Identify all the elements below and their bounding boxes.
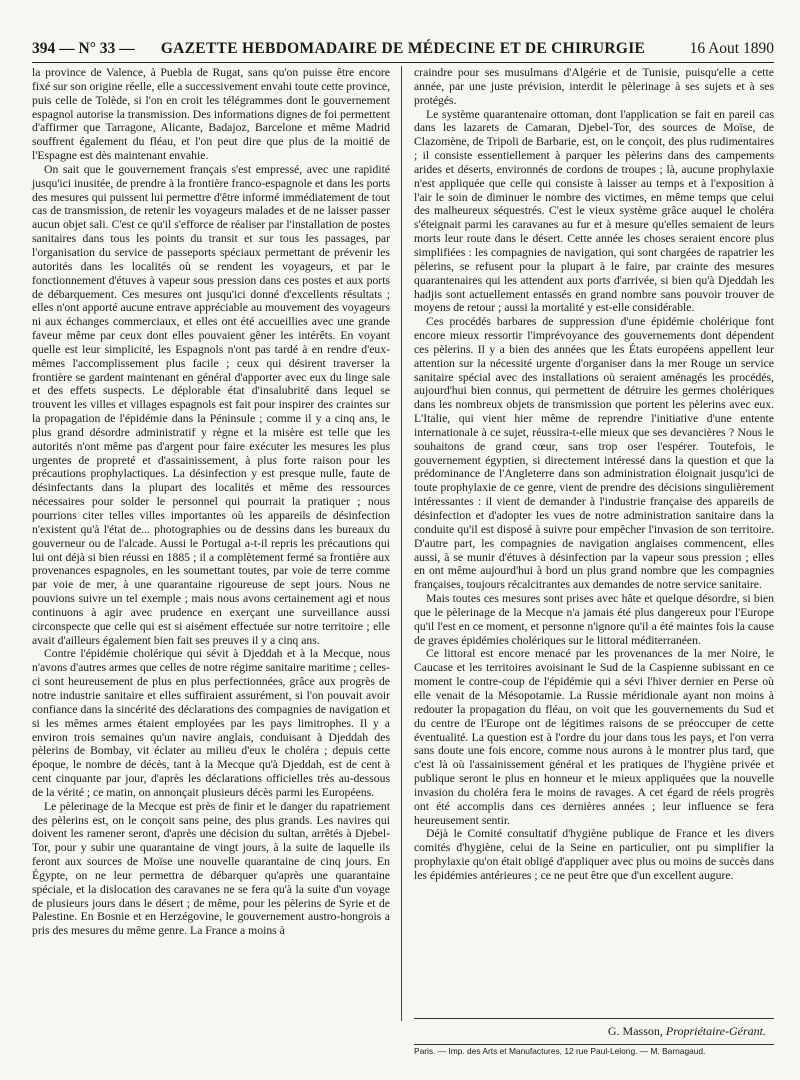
imprint-rule [414,1044,774,1045]
article-paragraph: Déjà le Comité consultatif d'hygiène publique de France et les divers comités d'hygiène, celui de la Seine en particulier, ont pu simplifier la prophylaxie qu'on était obligé d'appliquer avec plus ou moins de succès dans les épidémies antérieures ; ce ne peut être que d'un excellent augure. [414,827,774,882]
issue-date: 16 Aout 1890 [689,40,774,57]
article-paragraph: la province de Valence, à Puebla de Rugat, sans qu'on puisse être encore fixé sur son origine réelle, elle a successivement envahi toute cette province, puis celle de Tolède, si l'on en croit les télégrammes dont le gouvernement espagnol autorise la transmission. Des informations dignes de foi permettent d'affirmer que Tarragone, Alicante, Badajoz, Barcelone et même Madrid souffrent également du fléau, et l'on peut dire que plus de la moitié de l'Espagne est dès maintenant envahie. [32,66,390,163]
left-column [32,66,390,938]
signature-rule [414,1018,774,1019]
article-paragraph: Contre l'épidémie cholérique qui sévit à Djeddah et à la Mecque, nous n'avons d'autres armes que celles de notre régime sanitaire maritime ; celles-ci sont heureusement de plus en plus perfectionnées, grâce aux progrès de notre industrie sanitaire et elles suffiraient assurément, si l'on pouvait avoir confiance dans la sincérité des déclarations des compagnies de navigation et si les mêmes armes étaient employées par les pays limitrophes. Il y a environ trois semaines qu'un navire anglais, conduisant à Djeddah des pèlerins de Bombay, vit éclater au milieu d'eux le choléra ; depuis cette époque, le nombre de décès, tant à la Mecque qu'à Djeddah, est de cent à cent cinquante par jour, d'après les déclarations officielles très au-dessous de la vérité ; ce matin, on annonçait plusieurs décès parmi les Européens. [32,647,390,799]
article-paragraph: Ces procédés barbares de suppression d'une épidémie cholérique font encore mieux ressortir l'imprévoyance des gouvernements dont dépendent ces pèlerins. Il y a bien des années que les États européens appellent leur attention sur la nécessité urgente d'organiser dans la mer Rouge un service sanitaire spécial avec des installations où seraient aménagés les procédés, aujourd'hui bien connus, qui permettent de détruire les germes cholériques dans les nombreux objets de transmission que portent les pèlerins avec eux. L'Italie, qui vient hier même de reprendre l'initiative d'une entente internationale à ce sujet, réussira-t-elle mieux que ses devancières ? Nous le souhaitons de grand cœur, sans trop oser l'espérer. Toutefois, le gouvernement égyptien, si directement intéressé dans la question et que la prédominance de l'Angleterre dans son administration éloignait jusqu'ici de toute prophylaxie de ce genre, vient de prendre des décisions singulièrement intéressantes : il vient de demander à l'industrie française des appareils de désinfection et d'adopter les vues de notre administration sanitaire dans la conduite qu'il est disposé à suivre pour empêcher l'invasion de son territoire. D'autre part, les compagnies de navigation anglaises commencent, elles aussi, à se munir d'étuves à désinfection par la vapeur sous pression ; elles en ont même aujourd'hui à bord un plus grand nombre que les compagnies françaises, toujours récalcitrantes aux demandes de notre service sanitaire. [414,315,774,592]
printer-imprint: Paris. — Imp. des Arts et Manufactures, 12 rue Paul-Lelong. — M. Barnagaud. [414,1046,706,1056]
article-paragraph: Le pèlerinage de la Mecque est près de finir et le danger du rapatriement des pèlerins est, on le conçoit sans peine, des plus grands. Les navires qui doivent les ramener seront, d'après une décision du sultan, arrêtés à Djebel-Tor, pour y subir une quarantaine de vingt jours, à la suite de laquelle ils feront aux sources de Moïse une nouvelle quarantaine de cinq jours. En Égypte, on ne leur permettra de débarquer qu'après une quarantaine spéciale, et la dislocation des caravanes ne se fera qu'à la suite d'un voyage de plusieurs jours dans le désert ; de même, pour les pèlerins de Syrie et de Palestine. En Bosnie et en Herzégovine, le gouvernement austro-hongrois a pris des mesures du même genre. La France a moins à [32,799,390,938]
signature [414,1024,766,1039]
header-rule [32,62,774,63]
page-number: 394 — N° 33 — [32,40,135,57]
running-header [32,40,774,60]
journal-title: GAZETTE HEBDOMADAIRE DE MÉDECINE ET DE CHIRURGIE [160,40,646,57]
article-paragraph: Mais toutes ces mesures sont prises avec hâte et quelque désordre, si bien que le pèlerinage de la Mecque n'a jamais été plus dangereux pour l'Europe qu'il l'est en ce moment, et personne n'ignore qu'il a été maintes fois la cause de graves épidémies cholériques sur le littoral méditerranéen. [414,592,774,647]
publisher-name: G. Masson, [607,1024,663,1038]
article-paragraph: Ce littoral est encore menacé par les provenances de la mer Noire, le Caucase et les territoires avoisinant le Sud de la Caspienne subissant en ce moment le contre-coup de l'épidémie qui a sévi l'hiver dernier en Perse où elle venait de la Mésopotamie. La Russie méridionale ayant non moins à redouter la propagation du fléau, on voit que les gouvernements du Sud et du centre de l'Europe ont de légitimes raisons de se préoccuper de cette éventualité. La question est à l'ordre du jour dans tous les pays, et l'on verra sans doute une fois encore, comme nous aurons à le montrer plus tard, que c'est là où l'assainissement général et les pratiques de l'hygiène privée et publique seront le plus en honneur et le mieux appliquées que la nouvelle invasion du choléra fera le moins de ravages. A cet égard de réels progrès ont été accomplis dans ces dernières années ; leur influence se fera heureusement sentir. [414,647,774,827]
article-paragraph: On sait que le gouvernement français s'est empressé, avec une rapidité jusqu'ici inusitée, de prendre à la frontière franco-espagnole et dans les ports des mesures qui puissent lui permettre d'être informé immédiatement de tout cas de transmission, de retenir les voyageurs malades et de ne laisser passer aucun objet sali. C'est ce qu'il s'efforce de réaliser par l'installation de postes sanitaires dans tous les points du transit et sur tous les passages, par l'organisation du service de passeports spéciaux permettant de prévenir les autorités dans les localités où se rendent les voyageurs, et par le fonctionnement d'étuves à vapeur sous pression dans ces postes et aux ports de débarquement. Ces mesures ont jusqu'ici donné d'excellents résultats ; elles n'ont apporté aucune entrave appréciable au mouvement des voyageurs ni aux échanges commerciaux, et elles ont été accueillies avec une grande faveur même par ceux dont elles pouvaient gêner les intérêts. En voyant quelle est leur simplicité, les Espagnols n'ont pas tardé à en rendre d'eux-mêmes l'accomplissement plus facile ; ceux qui désirent traverser la frontière se gardent maintenant en général d'apporter avec eux du linge sale et des effets suspects. Le déplorable état d'insalubrité dans lequel se trouvent les villes et villages espagnols est fait pour inspirer des craintes sur la propagation de l'épidémie dans la Péninsule ; comme il y a cinq ans, le plus grand désordre administratif y règne et la misère est telle que les autorités n'ont même pas d'argent pour faire exécuter les mesures les plus urgentes de propreté et d'assainissement, à plus forte raison pour les précautions prophylactiques. La désinfection y est presque nulle, faute de désinfectants dans la plupart des localités et même des ressources nécessaires pour solder le personnel qui pourrait la pratiquer ; nous pourrions citer telles villes importantes où les appareils de désinfection n'existent qu'à l'état de... photographies ou de dessins dans les bureaux du gouverneur ou de l'alcade. Aussi le Portugal a-t-il repris les précautions qui lui ont déjà si bien réussi en 1885 ; il a complètement fermé sa frontière aux provenances espagnoles, en les soumettant toutes, par voie de terre comme par voie de mer, à une quarantaine rigoureuse de sept jours. Nous ne pouvions suivre un tel exemple ; mais nous avons certainement agi et nous continuons à agir avec prudence en exerçant une surveillance aussi circonspecte que celle qui est si aisément effectuée sur notre territoire ; elle avait d'ailleurs également bien fait ses preuves il y a cinq ans. [32,162,390,647]
article-paragraph: Le système quarantenaire ottoman, dont l'application se fait en pareil cas dans les lazarets de Camaran, Djebel-Tor, des sources de Moïse, de Clazomène, de Tripoli de Barbarie, est, on le conçoit, des plus rudimentaires ; il consiste essentiellement à parquer les pèlerins dans des campements arides et déserts, environnés de cordons de troupes ; là, aucune prophylaxie n'est appliquée que celle qui consiste à laisser au temps et à l'exposition à l'air le soin de diminuer le nombre des victimes, en même temps que celui des malheureux séquestrés. C'est le vieux système grâce auquel le choléra s'éteignait parmi les caravanes au fur et à mesure qu'elles semaient de leurs morts leur route dans le désert. Cette année les choses seraient encore plus simplifiées : les compagnies de navigation, qui sont chargées de rapatrier les pèlerins, se refusent pour la plupart à le faire, par crainte des mesures quarantenaires qui les attendent aux ports d'arrivée, si bien qu'à Djeddah les hadjis sont actuellement entassés en grand nombre sans pouvoir trouver de moyens de retour ; aussi la mortalité y est-elle considérable. [414,107,774,315]
publisher-role: Propriétaire-Gérant. [665,1024,766,1038]
article-paragraph: craindre pour ses musulmans d'Algérie et de Tunisie, puisqu'elle a cette année, par une juste prévision, interdit le pèlerinage à ses sujets et à ses protégés. [414,66,774,107]
right-column [414,66,774,883]
column-divider [401,66,402,1021]
